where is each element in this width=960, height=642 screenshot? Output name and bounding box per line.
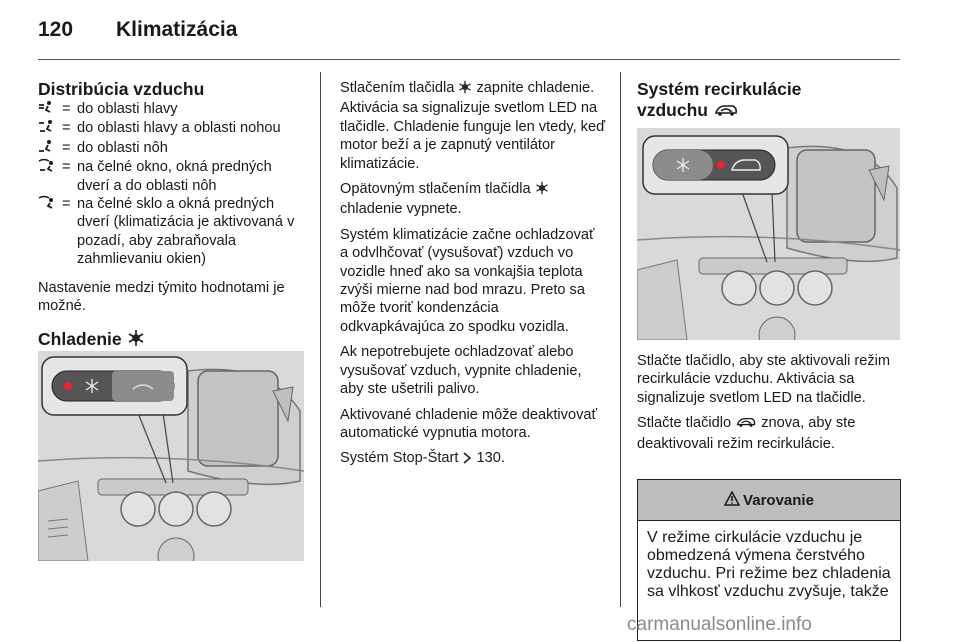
header-rule — [38, 59, 900, 60]
distribution-item-text: do oblasti hlavy a oblasti nohou — [77, 120, 281, 137]
distribution-item-text: na čelné okno, okná predných dverí a do oblasti nôh — [77, 159, 272, 194]
paragraph-cooling-on: Stlačením tlačidla zapnite chladenie. Aktivácia sa signalizuje svetlom LED na tlačidle. Chladenie funguje len vtedy, keď motor beží a je zapnutý ventilátor klimatizácie. — [340, 80, 606, 172]
chapter-title: Klimatizácia — [116, 18, 238, 41]
recirculation-icon — [713, 102, 739, 123]
watermark: carmanualsonline.info — [627, 614, 812, 635]
distribution-item: = na čelné sklo a okná predných dverí (klimatizácia je aktivovaná v pozadí, aby zabraňovala zahmlievaniu okien) — [38, 195, 306, 269]
column-2 — [340, 79, 606, 477]
distribution-item-text: na čelné sklo a okná predných dverí (klimatizácia je aktivovaná v pozadí, aby zabraňovala zahmlievaniu okien) — [77, 196, 295, 268]
heading-air-distribution: Distribúcia vzduchu — [38, 79, 205, 99]
column-3 — [637, 79, 902, 123]
snowflake-icon — [127, 329, 145, 352]
heading-recirculation: Systém recirkulácie vzduchu — [637, 79, 902, 123]
warning-header — [638, 480, 900, 521]
heading-cooling: Chladenie — [38, 329, 306, 352]
air-feet-icon — [38, 139, 62, 158]
paragraph-stop-start-ref: Systém Stop-Štart 130. — [340, 449, 606, 469]
distribution-item-text: do oblasti hlavy — [77, 101, 178, 117]
distribution-item: = na čelné okno, okná predných dverí a do oblasti nôh — [38, 158, 306, 195]
paragraph-auto-stop: Aktivované chladenie môže deaktivovať automatické vypnutia motora. — [340, 406, 597, 441]
column-1 — [38, 79, 306, 352]
page-reference-link[interactable]: 130. — [476, 450, 505, 467]
paragraph-cooling-off: Opätovným stlačením tlačidla chladenie vypnete. — [340, 180, 606, 219]
paragraph-recirc-off: Stlačte tlačidlo znova, aby ste deaktivovali režim recirkulácie. — [637, 415, 856, 452]
air-windscreen-feet-icon — [38, 158, 62, 195]
paragraph-dehumidify: Systém klimatizácie začne ochladzovať a odvlhčovať (vysušovať) vzduch vo vozidle hneď ako sa vonkajšia teplota zvýši mierne nad bod mrazu. Preto sa môže tvoriť kondenzácia odkvapkávajúca zo spodku vozidla. — [340, 226, 595, 335]
distribution-item: = do oblasti nôh — [38, 139, 306, 158]
distribution-item: = do oblasti hlavy — [38, 100, 306, 119]
cooling-button-figure — [38, 351, 304, 561]
warning-triangle-icon — [724, 491, 740, 510]
paragraph-save-fuel: Ak nepotrebujete ochladzovať alebo vysušovať vzduch, vypnite chladenie, aby ste ušetrili palivo. — [340, 344, 582, 398]
distribution-list — [38, 100, 306, 269]
air-head-feet-icon — [38, 119, 62, 138]
column-3-text — [637, 352, 902, 460]
settings-note: Nastavenie medzi týmito hodnotami je možné. — [38, 279, 285, 315]
recirculation-button-figure — [637, 128, 900, 340]
warning-text: V režime cirkulácie vzduchu je obmedzená výmena čerstvého vzduchu. Pri režime bez chladenia sa vlhkosť vzduchu zvyšuje, takže — [647, 529, 891, 600]
warning-title: Varovanie — [743, 491, 814, 509]
page-reference-arrow-icon — [462, 451, 472, 469]
column-separator-1 — [320, 72, 321, 607]
distribution-item-text: do oblasti nôh — [77, 139, 168, 156]
paragraph-recirc-on: Stlačte tlačidlo, aby ste aktivovali režim recirkulácie vzduchu. Aktivácia sa signalizuje svetlom LED na tlačidle. — [637, 353, 891, 406]
page-number: 120 — [38, 18, 74, 41]
column-separator-2 — [620, 72, 621, 607]
snowflake-icon — [458, 80, 472, 99]
air-head-icon — [38, 100, 62, 119]
distribution-item: = do oblasti hlavy a oblasti nohou — [38, 119, 306, 138]
air-windscreen-icon — [38, 195, 62, 269]
snowflake-icon — [535, 181, 549, 200]
recirculation-icon — [735, 415, 757, 434]
